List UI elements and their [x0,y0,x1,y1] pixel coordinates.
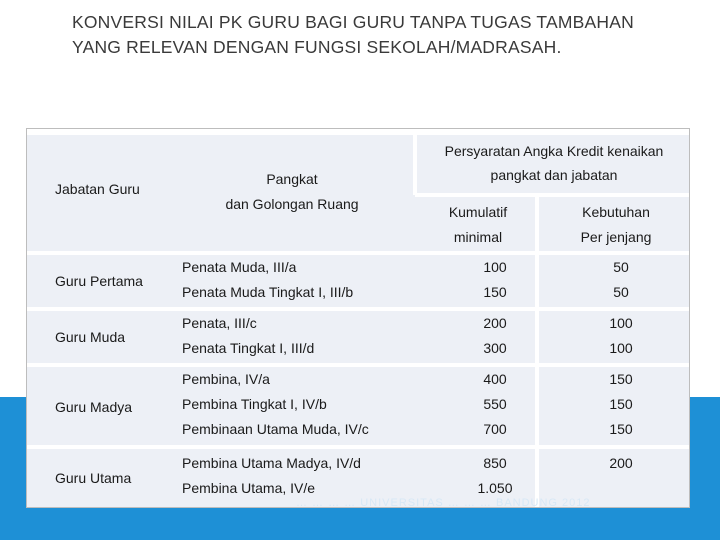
header-persyaratan-line1: Persyaratan Angka Kredit kenaikan [444,143,664,159]
table-row [27,311,689,363]
row-pangkat: Pembina Utama, IV/e [182,480,316,496]
row-kebutuhan: 200 [609,455,633,471]
row-kumulatif: 550 [483,396,507,412]
row-kumulatif: 200 [483,315,507,331]
body-divider-v [535,255,539,508]
header-persyaratan-line2: pangkat dan jabatan [490,167,618,183]
row-kumulatif: 300 [483,340,507,356]
header-kumulatif-line1: Kumulatif [448,204,508,220]
row-kebutuhan: 50 [613,259,629,275]
row-jabatan: Guru Pertama [55,273,143,289]
footer-caption: … … … … UNIVERSITAS … … … BANDUNG 2012 [296,497,591,509]
row-kumulatif: 1.050 [477,480,513,496]
header-divider-h [415,193,689,197]
header-jabatan: Jabatan Guru [55,181,140,197]
row-kumulatif: 700 [483,421,507,437]
header-pangkat-line1: Pangkat [266,171,318,187]
row-pangkat: Pembina Utama Madya, IV/d [182,455,361,471]
credit-table [26,128,690,508]
header-divider-v2 [413,135,417,195]
row-kumulatif: 850 [483,455,507,471]
row-jabatan: Guru Muda [55,329,126,345]
row-pangkat: Pembina Tingkat I, IV/b [182,396,327,412]
row-pangkat: Penata Muda Tingkat I, III/b [182,284,354,300]
row-kebutuhan: 100 [609,315,633,331]
decor-bottom-band [0,508,720,540]
header-kebutuhan-line2: Per jenjang [580,229,652,245]
row-pangkat: Penata Muda, III/a [182,259,297,275]
row-kumulatif: 150 [483,284,507,300]
row-kumulatif: 100 [483,259,507,275]
row-kebutuhan: 100 [609,340,633,356]
row-pangkat: Pembina, IV/a [182,371,270,387]
row-pangkat: Penata Tingkat I, III/d [182,340,315,356]
row-kebutuhan: 150 [609,371,633,387]
row-kebutuhan: 150 [609,421,633,437]
header-divider-v [535,195,539,253]
slide-title: KONVERSI NILAI PK GURU BAGI GURU TANPA TUGAS TAMBAHAN YANG RELEVAN DENGAN FUNGSI SEKOLAH/MADRASAH. [72,12,634,57]
row-kumulatif: 400 [483,371,507,387]
header-kumulatif-line2: minimal [453,229,503,245]
row-pangkat: Penata, III/c [182,315,257,331]
header-kebutuhan-line1: Kebutuhan [582,204,650,220]
row-kebutuhan: 50 [613,284,629,300]
row-pangkat: Pembinaan Utama Muda, IV/c [182,421,369,437]
row-kebutuhan: 150 [609,396,633,412]
row-jabatan: Guru Madya [55,399,133,415]
header-pangkat-line2: dan Golongan Ruang [225,196,359,212]
row-jabatan: Guru Utama [55,470,132,486]
